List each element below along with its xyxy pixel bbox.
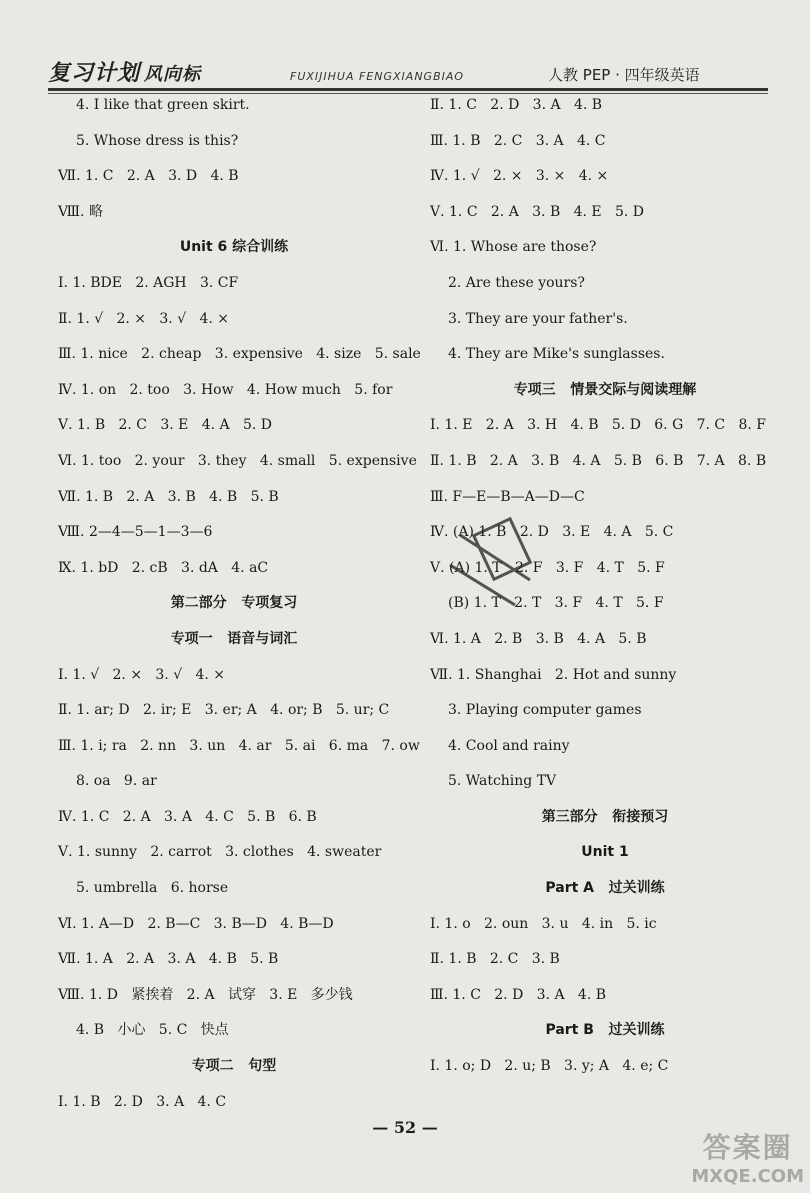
answer-line: Ⅱ. 1. C 2. D 3. A 4. B — [430, 97, 603, 113]
answer-line: Ⅱ. 1. ar; D 2. ir; E 3. er; A 4. or; B 5. ur; C — [58, 702, 390, 719]
answer-line: Ⅴ. 1. B 2. C 3. E 4. A 5. D — [58, 417, 273, 434]
answer-line: Ⅶ. 1. B 2. A 3. B 4. B 5. B — [58, 488, 279, 505]
section-heading: Unit 1 — [581, 844, 629, 861]
answer-line: Ⅵ. 1. Whose are those? — [430, 239, 597, 256]
answer-line: Ⅸ. 1. bD 2. cB 3. dA 4. aC — [58, 559, 269, 576]
answer-line: Ⅲ. 1. i; ra 2. nn 3. un 4. ar 5. ai 6. ma 7. ow — [58, 737, 420, 754]
answer-line: Ⅴ. (A) 1. T 2. F 3. F 4. T 5. F — [430, 559, 665, 576]
answer-line: Ⅱ. 1. B 2. A 3. B 4. A 5. B 6. B 7. A 8. B — [430, 452, 767, 469]
answer-line: Ⅳ. (A) 1. B 2. D 3. E 4. A 5. C — [430, 524, 674, 541]
answer-line: 2. Are these yours? — [448, 274, 585, 291]
answer-line: Ⅰ. 1. B 2. D 3. A 4. C — [58, 1093, 227, 1110]
answer-line: Ⅵ. 1. too 2. your 3. they 4. small 5. expensive — [58, 452, 417, 469]
section-heading: Part B 过关训练 — [545, 1022, 665, 1039]
section-heading: 专项一 语音与词汇 — [170, 630, 298, 647]
answer-line: Ⅵ. 1. A—D 2. B—C 3. B—D 4. B—D — [58, 915, 334, 932]
answer-line: Ⅲ. 1. nice 2. cheap 3. expensive 4. size 5. sale — [58, 346, 421, 363]
section-heading: 专项三 情景交际与阅读理解 — [513, 381, 697, 398]
answer-line: 4. Cool and rainy — [448, 737, 570, 754]
answer-line: Ⅲ. F—E—B—A—D—C — [430, 488, 585, 505]
answer-line: Ⅵ. 1. A 2. B 3. B 4. A 5. B — [430, 630, 647, 647]
answer-line: 5. Watching TV — [448, 773, 557, 790]
section-heading: Unit 6 综合训练 — [179, 239, 289, 256]
answer-line: Ⅰ. 1. E 2. A 3. H 4. B 5. D 6. G 7. C 8. F — [430, 417, 767, 434]
page-header — [0, 40, 810, 95]
section-heading: 第二部分 专项复习 — [170, 595, 298, 612]
answer-line: 4. They are Mike's sunglasses. — [448, 346, 665, 363]
book-logo — [48, 56, 201, 87]
section-heading: Part A 过关训练 — [545, 880, 665, 897]
left-column — [58, 88, 421, 1120]
logo-main: 复习计划 — [48, 61, 141, 86]
section-heading: 专项二 句型 — [191, 1058, 277, 1075]
site-watermark — [691, 1126, 804, 1187]
handwritten-stamp — [420, 505, 560, 645]
answer-line: Ⅴ. 1. C 2. A 3. B 4. E 5. D — [430, 203, 645, 220]
answer-line: 3. They are your father's. — [448, 310, 628, 327]
watermark-title: 答案圈 — [702, 1131, 793, 1164]
answer-line: Ⅱ. 1. √ 2. × 3. √ 4. × — [58, 310, 230, 327]
answer-line: Ⅷ. 略 — [58, 203, 103, 220]
section-heading: 第三部分 衔接预习 — [541, 808, 669, 825]
answer-line: Ⅳ. 1. C 2. A 3. A 4. C 5. B 6. B — [58, 808, 317, 825]
answer-line: 8. oa 9. ar — [76, 773, 157, 790]
answer-line: Ⅶ. 1. C 2. A 3. D 4. B — [58, 168, 239, 185]
answer-line: Ⅳ. 1. on 2. too 3. How 4. How much 5. for — [58, 381, 393, 398]
grade-label: 人教 PEP · 四年级英语 — [548, 66, 700, 84]
answer-line: 3. Playing computer games — [448, 702, 642, 719]
answer-line: Ⅲ. 1. C 2. D 3. A 4. B — [430, 986, 607, 1003]
answer-line: Ⅴ. 1. sunny 2. carrot 3. clothes 4. sweater — [58, 844, 382, 861]
answer-line: Ⅰ. 1. BDE 2. AGH 3. CF — [58, 274, 239, 291]
answer-line: Ⅷ. 1. D 紧挨着 2. A 试穿 3. E 多少钱 — [58, 986, 353, 1003]
logo-pinyin: FUXIJIHUA FENGXIANGBIAO — [290, 70, 465, 83]
watermark-url: MXQE.COM — [691, 1166, 804, 1187]
answer-line: Ⅱ. 1. B 2. C 3. B — [430, 951, 560, 968]
answer-line: Ⅶ. 1. A 2. A 3. A 4. B 5. B — [58, 951, 279, 968]
answer-line: Ⅷ. 2—4—5—1—3—6 — [58, 524, 213, 541]
logo-sub: 风向标 — [144, 64, 202, 85]
answer-line: 5. umbrella 6. horse — [76, 880, 229, 897]
answer-line: 4. I like that green skirt. — [76, 97, 250, 113]
answer-line: 5. Whose dress is this? — [76, 132, 239, 149]
answer-line: Ⅰ. 1. o 2. oun 3. u 4. in 5. ic — [430, 915, 657, 932]
page-number: — 52 — — [372, 1118, 438, 1137]
answer-line: Ⅰ. 1. √ 2. × 3. √ 4. × — [58, 666, 226, 683]
answer-line: Ⅲ. 1. B 2. C 3. A 4. C — [430, 132, 606, 149]
answer-line: Ⅶ. 1. Shanghai 2. Hot and sunny — [430, 666, 677, 683]
answer-line: Ⅰ. 1. o; D 2. u; B 3. y; A 4. e; C — [430, 1058, 669, 1075]
answer-line: Ⅳ. 1. √ 2. × 3. × 4. × — [430, 168, 609, 185]
answer-line: 4. B 小心 5. C 快点 — [76, 1022, 229, 1039]
answer-line: (B) 1. T 2. T 3. F 4. T 5. F — [448, 595, 664, 612]
